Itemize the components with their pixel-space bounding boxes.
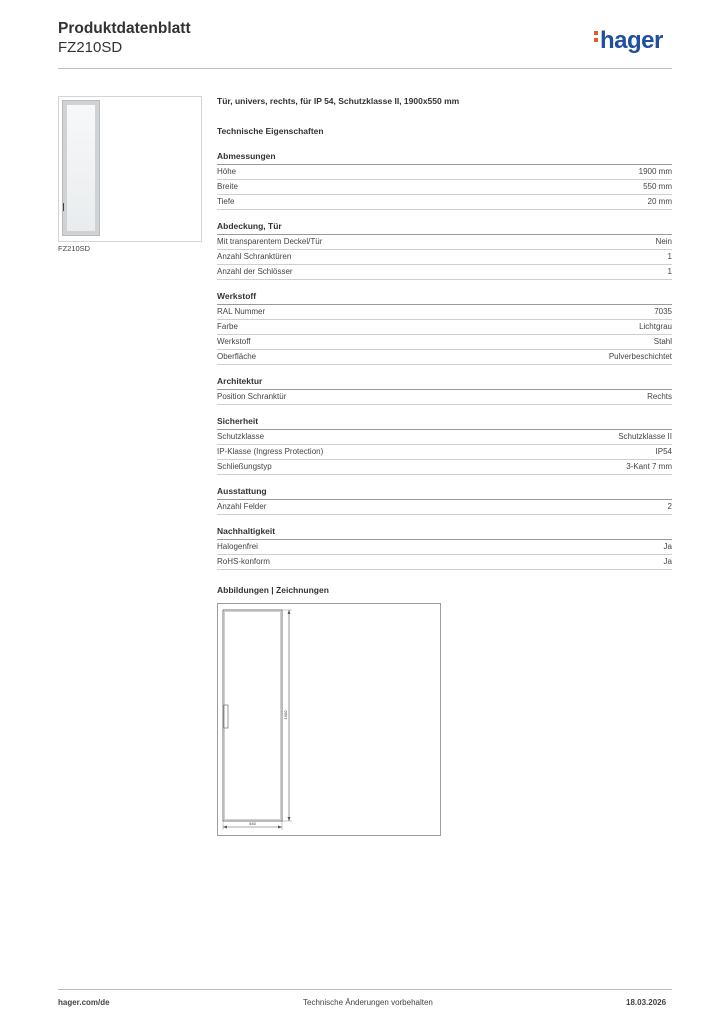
property-label: Halogenfrei [217,542,258,551]
logo-dots-icon [594,31,598,45]
property-label: Oberfläche [217,352,257,361]
property-value: 20 mm [647,197,672,206]
property-value: Stahl [653,337,672,346]
property-label: Anzahl Felder [217,502,267,511]
property-section [217,291,672,365]
property-label: IP-Klasse (Ingress Protection) [217,447,324,456]
product-details [217,96,672,581]
property-label: RAL Nummer [217,307,266,316]
property-row [217,180,672,195]
property-sections [217,151,672,570]
property-section [217,376,672,405]
product-description: Tür, univers, rechts, für IP 54, Schutzklasse II, 1900x550 mm [217,96,460,106]
drawing-door-outline [223,610,282,821]
section-title: Werkstoff [217,291,672,305]
technical-drawing [217,603,441,836]
property-row [217,390,672,405]
image-caption: FZ210SD [58,244,91,253]
property-row [217,500,672,515]
section-title: Abdeckung, Tür [217,221,672,235]
property-row [217,165,672,180]
property-value: 1900 mm [638,167,672,176]
hager-logo [594,27,663,55]
section-title: Abmessungen [217,151,672,165]
property-value: 550 mm [643,182,672,191]
property-section [217,416,672,475]
property-label: RoHS-konform [217,557,270,566]
product-code: FZ210SD [58,39,123,56]
property-label: Werkstoff [217,337,251,346]
property-row [217,540,672,555]
property-row [217,195,672,210]
product-image [58,96,202,242]
property-label: Farbe [217,322,238,331]
footer-website-link[interactable]: hager.com/de [58,998,110,1007]
footer-date: 18.03.2026 [626,998,667,1007]
property-label: Mit transparentem Deckel/Tür [217,237,323,246]
property-row [217,460,672,475]
drawings-title: Abbildungen | Zeichnungen [217,585,329,595]
property-row [217,265,672,280]
property-label: Schließungstyp [217,462,272,471]
property-value: Ja [663,542,672,551]
width-dimension-label: 540 [249,821,256,826]
property-label: Breite [217,182,238,191]
technical-properties-title: Technische Eigenschaften [217,126,324,136]
property-row [217,430,672,445]
property-section [217,526,672,570]
section-title: Sicherheit [217,416,672,430]
property-value: Ja [663,557,672,566]
drawing-lock-icon [224,705,228,728]
section-title: Architektur [217,376,672,390]
property-row [217,350,672,365]
property-row [217,305,672,320]
section-title: Ausstattung [217,486,672,500]
door-handle-icon [63,203,64,211]
page-title: Produktdatenblatt [58,20,191,37]
property-section [217,221,672,280]
property-row [217,555,672,570]
door-thumbnail [62,100,100,236]
property-label: Anzahl der Schlösser [217,267,293,276]
property-value: 7035 [654,307,672,316]
property-value: IP54 [655,447,672,456]
property-label: Schutzklasse [217,432,265,441]
property-section [217,151,672,210]
property-row [217,445,672,460]
property-value: Schutzklasse II [618,432,672,441]
property-value: Nein [655,237,672,246]
property-label: Anzahl Schranktüren [217,252,292,261]
property-value: Pulverbeschichtet [608,352,672,361]
property-label: Höhe [217,167,237,176]
footer-notice: Technische Änderungen vorbehalten [303,998,433,1007]
property-value: 1 [667,252,672,261]
section-title: Nachhaltigkeit [217,526,672,540]
property-row [217,250,672,265]
property-value: 3-Kant 7 mm [626,462,672,471]
footer-divider [58,989,672,990]
property-label: Position Schranktür [217,392,287,401]
property-row [217,235,672,250]
header-divider [58,68,672,69]
logo-text: hager [600,27,663,54]
property-value: 1 [667,267,672,276]
property-row [217,320,672,335]
property-value: 2 [667,502,672,511]
property-value: Lichtgrau [639,322,672,331]
height-dimension-label: 1900 [283,710,288,720]
property-row [217,335,672,350]
property-section [217,486,672,515]
property-value: Rechts [647,392,672,401]
property-label: Tiefe [217,197,235,206]
